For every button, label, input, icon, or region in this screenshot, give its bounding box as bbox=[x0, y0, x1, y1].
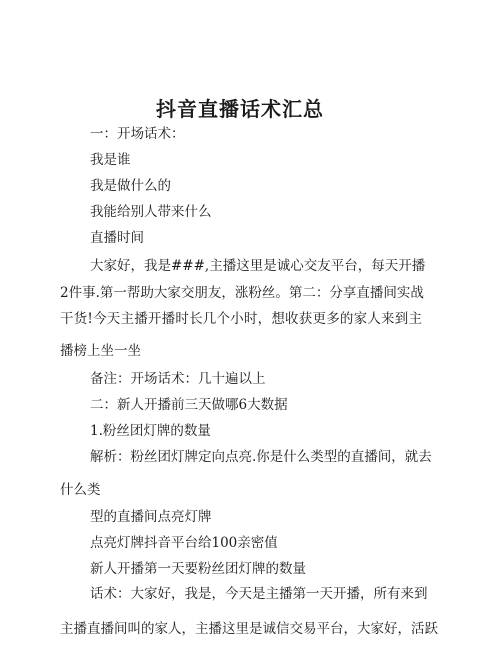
list-item: 我能给别人带来什么 bbox=[90, 204, 212, 220]
paragraph-line: 什么类 bbox=[60, 482, 101, 498]
list-item: 我是做什么的 bbox=[90, 178, 171, 194]
paragraph-line: 解析：粉丝团灯牌定向点亮.你是什么类型的直播间，就去 bbox=[90, 449, 432, 465]
paragraph-line: 新人开播第一天要粉丝团灯牌的数量 bbox=[90, 561, 306, 577]
section-heading-opening-script: 一：开场话术： bbox=[90, 126, 185, 142]
paragraph-line: 大家好，我是###,主播这里是诚心交友平台，每天开播 bbox=[90, 258, 426, 274]
paragraph-line: 主播直播间叫的家人，主播这里是诚信交易平台，大家好，活跃 bbox=[60, 621, 438, 637]
paragraph-line: 点亮灯牌抖音平台给100亲密值 bbox=[90, 535, 278, 551]
paragraph-line: 话术：大家好，我是，今天是主播第一天开播，所有来到 bbox=[90, 586, 428, 602]
note-line: 备注：开场话术：几十遍以上 bbox=[90, 371, 266, 387]
paragraph-line: 干货!今天主播开播时长几个小时，想收获更多的家人来到主 bbox=[60, 311, 422, 327]
list-item: 直播时间 bbox=[90, 230, 144, 246]
paragraph-line: 型的直播间点亮灯牌 bbox=[90, 509, 212, 525]
document-title: 抖音直播话术汇总 bbox=[156, 97, 324, 121]
subsection-heading: 1.粉丝团灯牌的数量 bbox=[90, 423, 211, 439]
paragraph-line: 2件事.第一帮助大家交朋友，涨粉丝。第二：分享直播间实战 bbox=[60, 285, 424, 301]
section-heading-new-streamer-data: 二：新人开播前三天做哪6大数据 bbox=[90, 397, 288, 413]
list-item: 我是谁 bbox=[90, 152, 131, 168]
paragraph-line: 播榜上坐一坐 bbox=[60, 343, 141, 359]
